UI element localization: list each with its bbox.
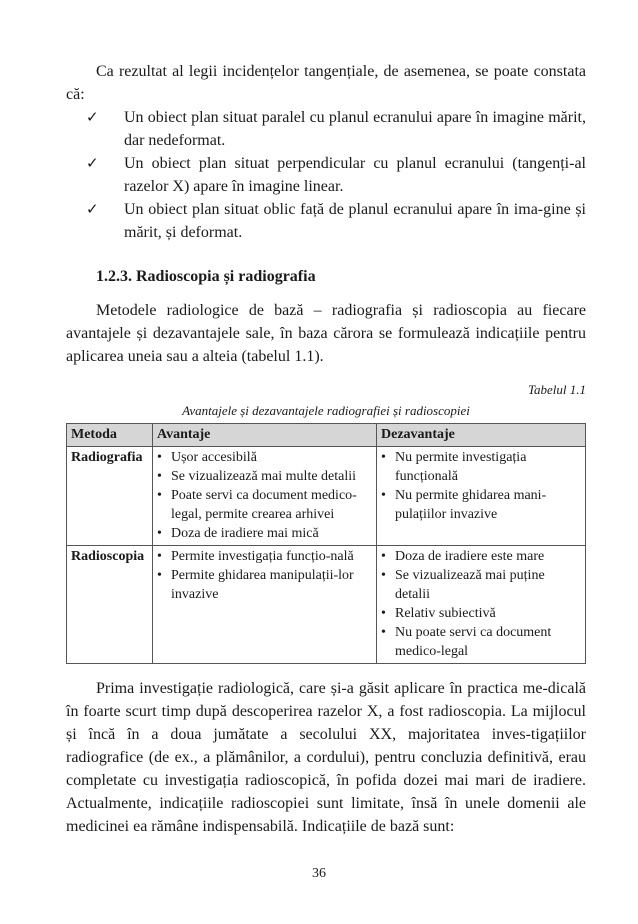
checkmark-icon: ✓	[86, 200, 99, 218]
list-item: • Permite ghidarea manipulații-lor invazive	[157, 568, 354, 602]
bullet-icon: •	[381, 606, 386, 621]
bullet-icon: •	[157, 450, 162, 465]
checkmark-icon: ✓	[86, 108, 99, 126]
section-heading: 1.2.3. Radioscopia și radiografia	[96, 268, 316, 285]
table-header-row	[67, 424, 586, 447]
advantages-cell	[153, 447, 377, 546]
list-item: • Relativ subiectivă	[381, 606, 496, 621]
method-cell: Radiografia	[67, 447, 153, 546]
list-item: • Poate servi ca document medico-legal, permite crearea arhivei	[157, 488, 357, 522]
list-item: • Se vizualizează mai multe detalii	[157, 469, 357, 484]
list-item: • Doza de iradiere este mare	[381, 549, 545, 564]
method-cell: Radioscopia	[67, 546, 153, 664]
list-item: • Se vizualizează mai puține detalii	[381, 568, 545, 602]
page-content	[66, 60, 586, 838]
bullet-icon: •	[157, 488, 162, 503]
list-item: • Nu permite ghidarea mani-pulațiilor invazive	[381, 488, 547, 522]
page-number: 36	[312, 866, 326, 881]
bullet-icon: •	[381, 549, 386, 564]
list-item: • Nu poate servi ca document medico-legal	[381, 625, 552, 659]
header-method: Metoda	[67, 424, 153, 447]
closing-paragraph: Prima investigație radiologică, care și-a găsit aplicare în practica me-dicală în foarte scurt timp după descoperirea razelor X, a fost radioscopia. La mijlocul și încă în a doua jumătate a secolului XX, majoritatea inves-tigațiilor radiografice (de ex., a plămânilor, a cordului), pentru concluzia definitivă, erau completate cu investigația radioscopică, în pofida dozei mai mari de iradiere. Actualmente, indicațiile radioscopiei sunt limitate, însă în unele domenii ale medicinei ea rămâne indispensabilă. Indicațiile de bază sunt:	[66, 680, 586, 835]
bullet-icon: •	[157, 469, 162, 484]
checkmark-list-item: ✓ Un obiect plan situat paralel cu planul ecranului apare în imagine mărit, dar nedeformat.	[86, 108, 586, 149]
checkmark-list-item: ✓ Un obiect plan situat perpendicular cu planul ecranului (tangenți-al razelor X) apare în imagine linear.	[86, 154, 586, 195]
intro-paragraph: Ca rezultat al legii incidențelor tangențiale, de asemenea, se poate constata că:	[66, 63, 586, 103]
list-item: • Doza de iradiere mai mică	[157, 526, 319, 541]
bullet-icon: •	[157, 526, 162, 541]
checkmark-list	[66, 106, 586, 244]
checkmark-icon: ✓	[86, 154, 99, 172]
header-disadvantages: Dezavantaje	[377, 424, 586, 447]
list-item: • Ușor accesibilă	[157, 450, 257, 465]
comparison-table	[66, 423, 586, 664]
disadvantages-cell	[377, 447, 586, 546]
list-item: • Nu permite investigația funcțională	[381, 450, 527, 484]
bullet-icon: •	[381, 450, 386, 465]
table-caption: Avantajele și dezavantajele radiografiei și radioscopiei	[182, 403, 470, 418]
table-row	[67, 546, 586, 664]
bullet-icon: •	[157, 568, 162, 583]
bullet-icon: •	[381, 488, 386, 503]
section-paragraph: Metodele radiologice de bază – radiografia și radioscopia au fiecare avantajele și dezavantajele sale, în baza cărora se formulează indicațiile pentru aplicarea uneia sau a alteia (tabelul 1.1).	[66, 302, 586, 365]
bullet-icon: •	[381, 625, 386, 640]
advantages-cell	[153, 546, 377, 664]
bullet-icon: •	[381, 568, 386, 583]
table-number: Tabelul 1.1	[527, 382, 586, 397]
bullet-icon: •	[157, 549, 162, 564]
checkmark-list-item: ✓ Un obiect plan situat oblic față de planul ecranului apare în ima-gine și mărit, și deformat.	[86, 200, 586, 241]
list-item: • Permite investigația funcțio-nală	[157, 549, 354, 564]
disadvantages-cell	[377, 546, 586, 664]
table-row	[67, 447, 586, 546]
header-advantages: Avantaje	[153, 424, 377, 447]
